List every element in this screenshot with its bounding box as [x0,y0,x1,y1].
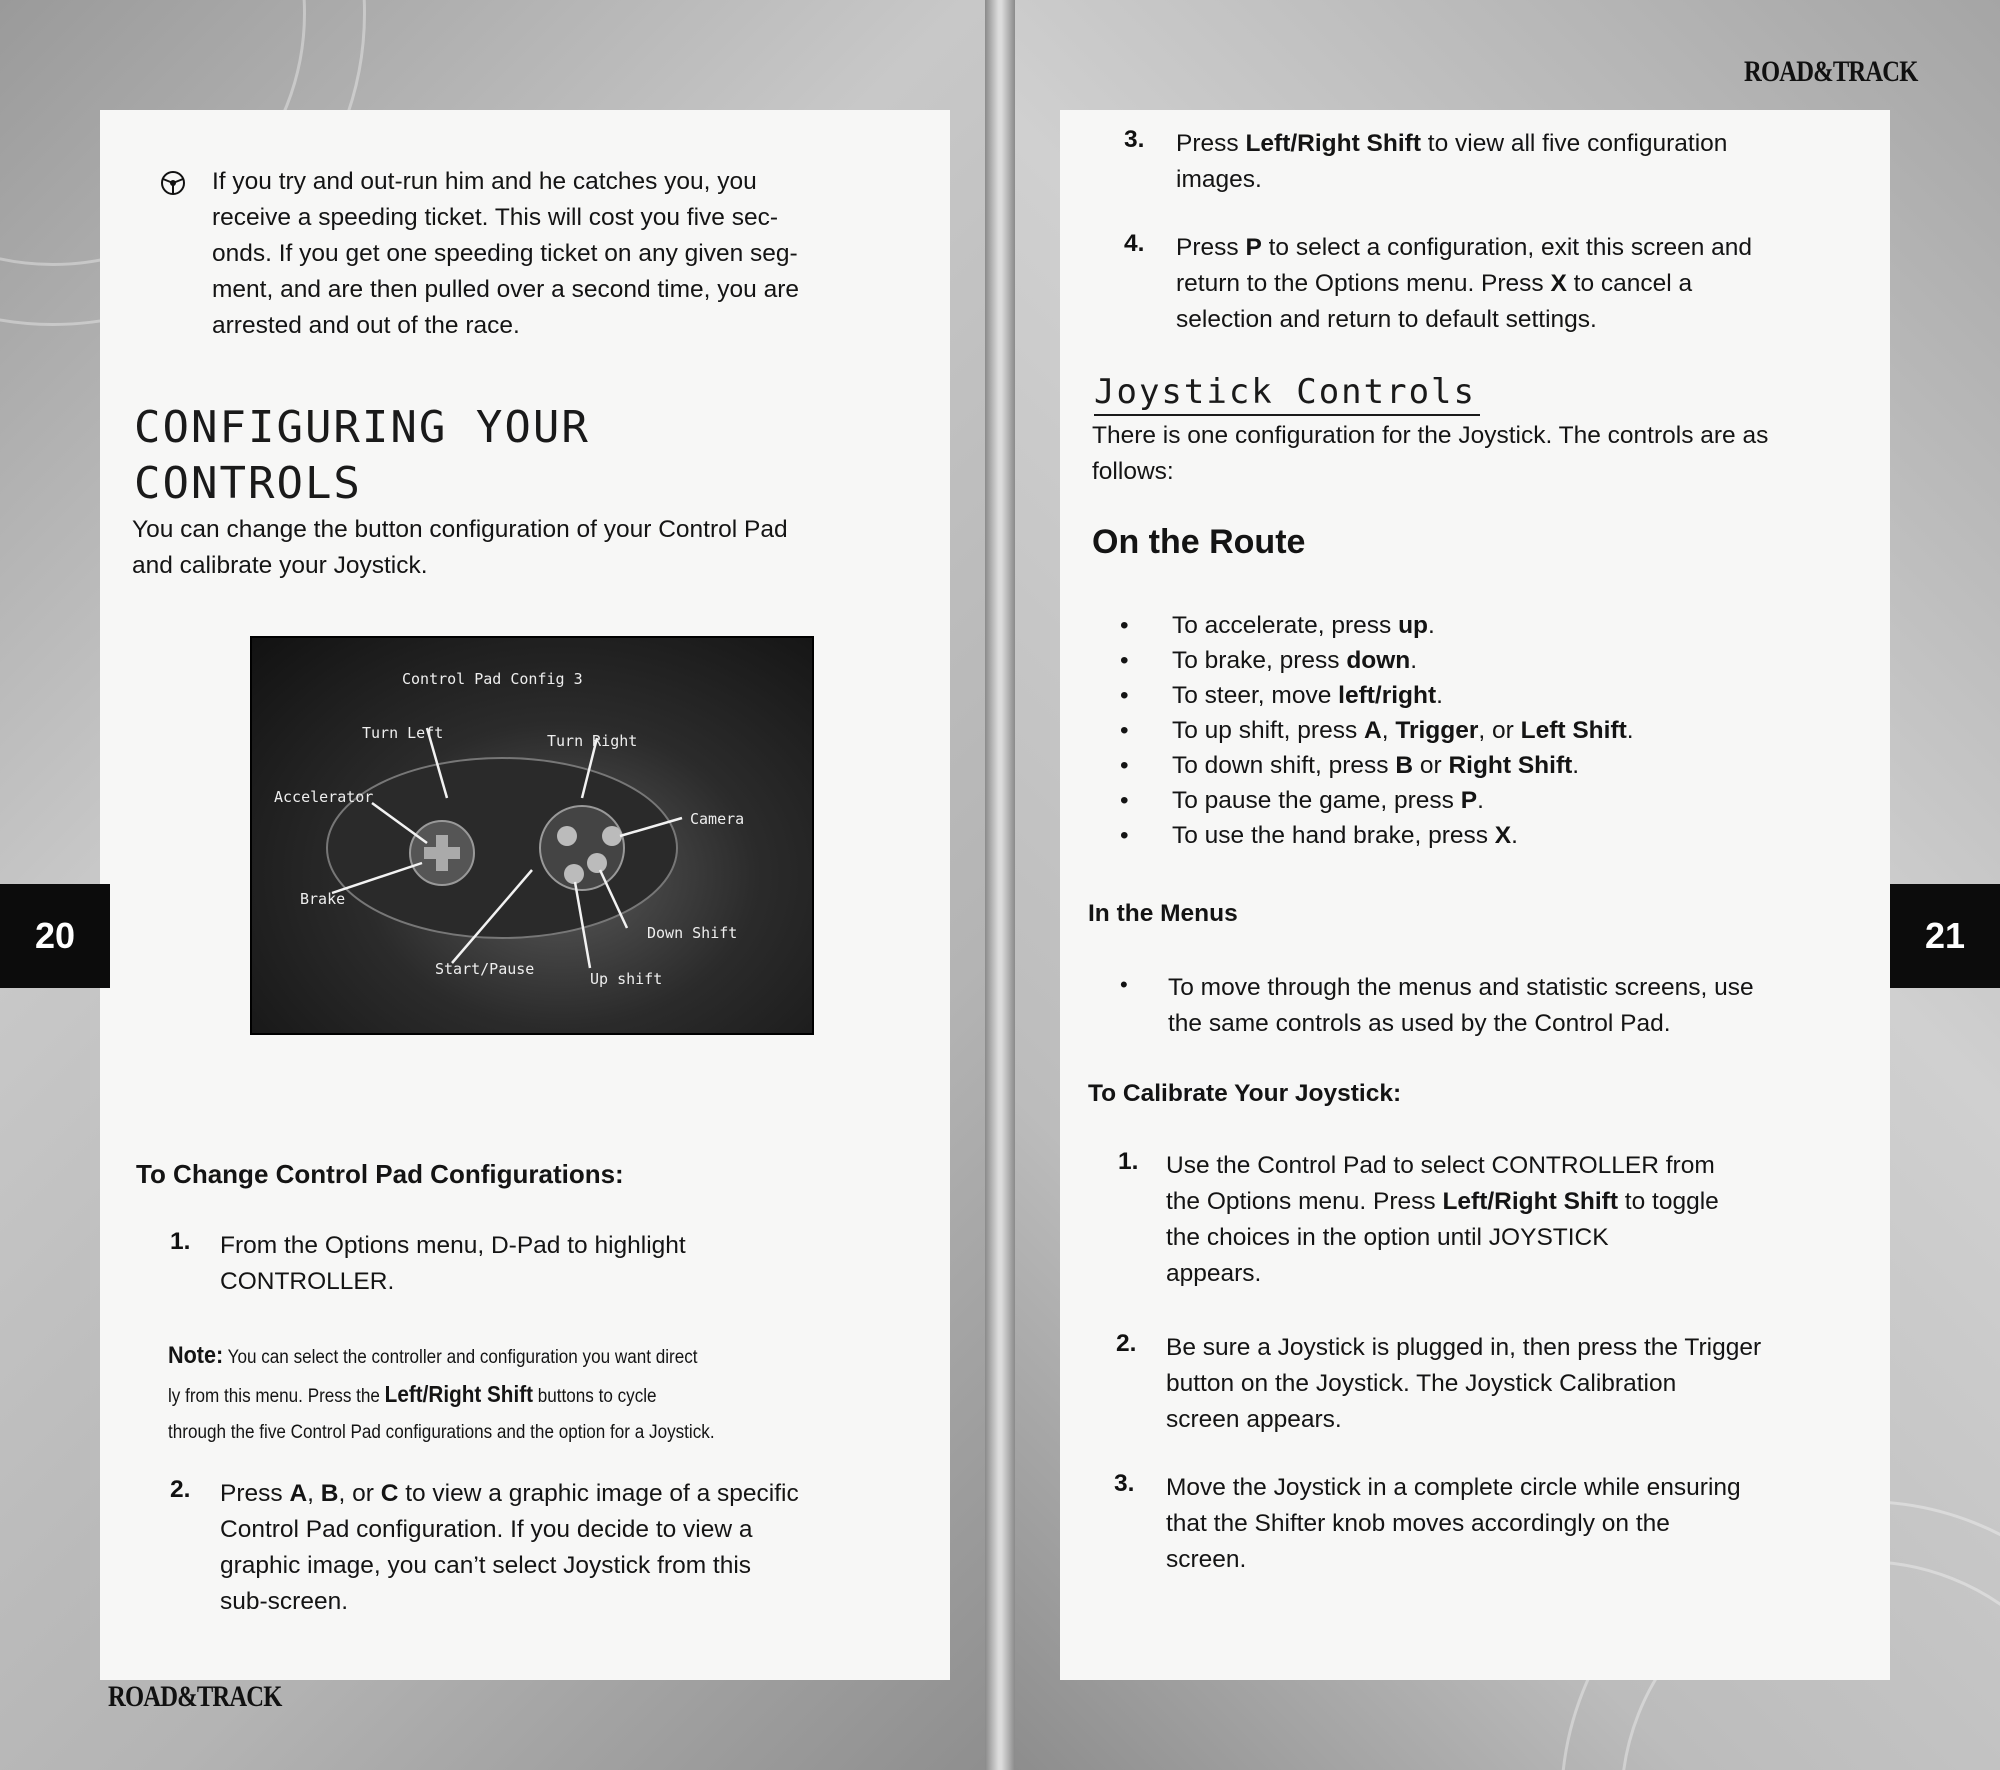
label-camera: Camera [690,810,745,828]
brand-logo-left: ROAD&TRACK [108,1680,282,1713]
note-line [168,1338,852,1376]
step-line: Be sure a Joystick is plugged in, then press the Trigger [1166,1334,1762,1361]
step-line: button on the Joystick. The Joystick Calibration [1166,1370,1677,1397]
step-number: 1. [170,1228,191,1255]
in-the-menus-heading: In the Menus [1088,900,1238,927]
list-item: • To use the hand brake, press X. [1120,818,1860,853]
note-text: You can select the controller and configuration you want direct [227,1347,698,1368]
bullet-dot: • [1120,822,1129,849]
step4-text [1176,230,1886,338]
bullet-line: If you try and out-run him and he catches you, you [212,168,757,195]
screenshot-title: Control Pad Config 3 [402,670,583,688]
step-line: Move the Joystick in a complete circle while ensuring [1166,1474,1741,1501]
bullet-line: receive a speeding ticket. This will cost you five sec- [212,204,779,231]
bullet-dot: • [1120,717,1129,744]
bullet-dot: • [1120,752,1129,779]
page-number-tab-left: 20 [0,884,110,988]
bullet-line: arrested and out of the race. [212,312,520,339]
note-block [168,1338,928,1451]
control-pad-config-screenshot [250,636,814,1035]
step1-text [220,1228,910,1300]
bullet-line: onds. If you get one speeding ticket on any given seg- [212,240,798,267]
step-line: images. [1176,166,1262,193]
right-text-panel [1060,110,1890,1680]
list-item: • To down shift, press B or Right Shift. [1120,748,1860,783]
step-line: Press P to select a configuration, exit this screen and [1176,234,1753,261]
step-line: the choices in the option until JOYSTICK [1166,1224,1609,1251]
label-turn-left: Turn Left [362,724,444,742]
calibrate-step3 [1166,1470,1886,1578]
step-line: graphic image, you can’t select Joystick from this [220,1552,752,1579]
list-item: • To pause the game, press P. [1120,783,1860,818]
calibrate-step1 [1166,1148,1886,1292]
step-line: screen appears. [1166,1406,1342,1433]
step-line: From the Options menu, D-Pad to highlight [220,1232,686,1259]
route-controls-list [1120,608,1860,853]
label-down-shift: Down Shift [647,924,738,942]
label-start-pause: Start/Pause [435,960,535,978]
note-key: Left/Right Shift [384,1381,533,1407]
intro-paragraph [132,512,932,584]
menus-line: the same controls as used by the Control Pad. [1168,1010,1671,1037]
step-line: selection and return to default settings. [1176,306,1597,333]
joystick-intro [1092,418,1892,490]
menus-line: To move through the menus and statistic screens, use [1168,974,1754,1001]
note-line [168,1376,852,1415]
list-item: • To brake, press down. [1120,643,1860,678]
list-item: • To up shift, press A, Trigger, or Left Shift. [1120,713,1860,748]
on-the-route-heading: On the Route [1092,523,1306,561]
intro-line: There is one configuration for the Joystick. The controls are as [1092,422,1769,449]
calibrate-heading: To Calibrate Your Joystick: [1088,1080,1402,1107]
bullet-dot: • [1120,972,1128,997]
bullet-line: ment, and are then pulled over a second time, you are [212,276,799,303]
note-text: ly from this menu. Press the [168,1386,385,1407]
step3-text [1176,126,1876,198]
bullet-dot: • [1120,647,1129,674]
step-line: screen. [1166,1546,1247,1573]
list-item: • To steer, move left/right. [1120,678,1860,713]
book-gutter [985,0,1015,1770]
note-line: through the five Control Pad configurations and the option for a Joystick. [168,1422,715,1443]
step-number: 3. [1114,1470,1135,1497]
note-label: Note: [168,1342,224,1369]
list-item: • To accelerate, press up. [1120,608,1860,643]
intro-line: You can change the button configuration of your Control Pad [132,516,788,543]
step-number: 2. [1116,1330,1137,1357]
label-brake: Brake [300,890,346,908]
step-line: the Options menu. Press Left/Right Shift to toggle [1166,1188,1719,1215]
brand-logo-right: ROAD&TRACK [1744,55,1918,88]
section-heading [134,400,590,512]
step-line: sub-screen. [220,1588,349,1615]
steering-wheel-icon [160,170,186,202]
menus-text [1168,970,1888,1042]
section-heading-line2: CONTROLS [134,458,362,509]
bullet-dot: • [1120,682,1129,709]
intro-line: and calibrate your Joystick. [132,552,428,579]
step-line: Press Left/Right Shift to view all five configuration [1176,130,1728,157]
step-line: return to the Options menu. Press X to cancel a [1176,270,1693,297]
step-line: Control Pad configuration. If you decide to view a [220,1516,753,1543]
step-line: appears. [1166,1260,1262,1287]
speeding-ticket-bullet [212,164,912,344]
step-line: Use the Control Pad to select CONTROLLER from [1166,1152,1715,1179]
label-turn-right: Turn Right [547,732,638,750]
step-number: 2. [170,1476,191,1503]
joystick-controls-heading: Joystick Controls [1094,370,1480,416]
bullet-dot: • [1120,612,1129,639]
step-line: that the Shifter knob moves accordingly on the [1166,1510,1670,1537]
step2-text [220,1476,910,1620]
label-up-shift: Up shift [590,970,663,988]
step-number: 4. [1124,230,1145,257]
step-line: Press A, B, or C to view a graphic image of a specific [220,1480,799,1507]
page-number-tab-right: 21 [1890,884,2000,988]
step-line: CONTROLLER. [220,1268,395,1295]
note-text: buttons to cycle [532,1386,657,1407]
intro-line: follows: [1092,458,1174,485]
step-number: 3. [1124,126,1145,153]
step-number: 1. [1118,1148,1139,1175]
section-heading-line1: CONFIGURING YOUR [134,402,590,453]
calibrate-step2 [1166,1330,1886,1438]
label-accelerator: Accelerator [274,788,374,806]
bullet-dot: • [1120,787,1129,814]
change-config-subheading: To Change Control Pad Configurations: [136,1159,624,1189]
